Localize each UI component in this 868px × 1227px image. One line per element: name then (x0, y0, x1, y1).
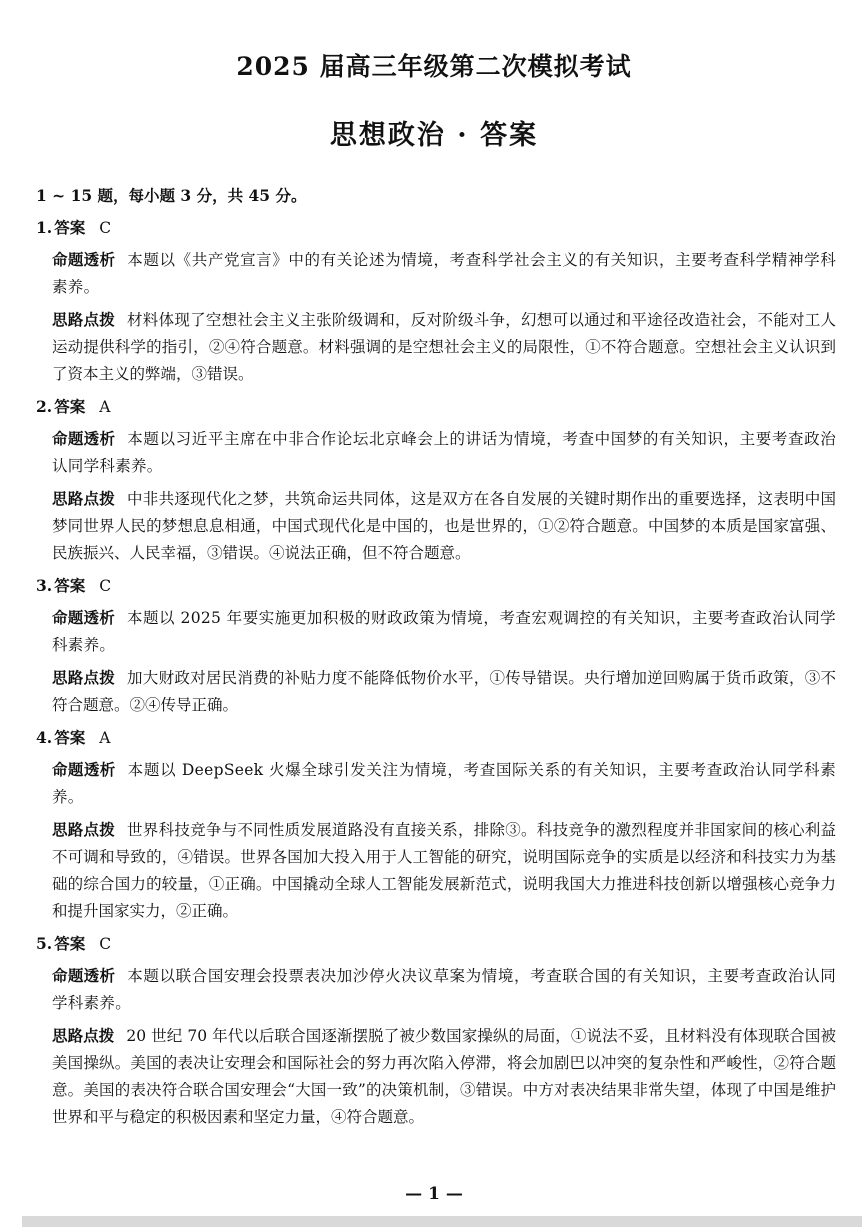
analysis-paragraph (36, 246, 836, 301)
analysis-paragraph (36, 962, 836, 1017)
exam-subtitle: 思想政治 · 答案 (329, 120, 539, 151)
hint-text: 世界科技竞争与不同性质发展道路没有直接关系，排除③。科技竞争的激烈程度并非国家间的核心利益不可调和导致的，④错误。世界各国加大投入用于人工智能的研究，说明国际竞争的实质是以经济和科技实力为基础的综合国力的较量，①正确。中国撬动全球人工智能发展新范式，说明我国大力推进科技创新以增强核心竞争力和提升国家实力，②正确。 (52, 821, 836, 920)
analysis-paragraph (36, 604, 836, 659)
answer-line (36, 930, 836, 958)
answer-label: 答案 (54, 397, 86, 416)
answer-line (36, 214, 836, 242)
hint-paragraph (36, 306, 836, 388)
analysis-text: 本题以习近平主席在中非合作论坛北京峰会上的讲话为情境，考查中国梦的有关知识，主要考查政治认同学科素养。 (52, 430, 836, 475)
question-number: 1. (36, 218, 53, 237)
question-number: 5. (36, 934, 53, 953)
answer-label: 答案 (54, 576, 86, 595)
question-number: 3. (36, 576, 53, 595)
analysis-label: 命题透析 (52, 608, 115, 627)
hint-text: 材料体现了空想社会主义主张阶级调和，反对阶级斗争，幻想可以通过和平途径改造社会，不能对工人运动提供科学的指引，②④符合题意。材料强调的是空想社会主义的局限性，①不符合题意。空想社会主义认识到了资本主义的弊端，③错误。 (52, 311, 836, 383)
answer-line (36, 393, 836, 421)
analysis-paragraph (36, 425, 836, 480)
analysis-label: 命题透析 (52, 250, 116, 269)
analysis-text: 本题以联合国安理会投票表决加沙停火决议草案为情境，考查联合国的有关知识，主要考查政治认同学科素养。 (52, 967, 836, 1012)
scan-edge-divider (22, 1216, 862, 1227)
analysis-label: 命题透析 (52, 429, 116, 448)
analysis-text: 本题以《共产党宣言》中的有关论述为情境，考查科学社会主义的有关知识，主要考查科学精神学科素养。 (52, 251, 836, 296)
answer-label: 答案 (54, 728, 86, 747)
hint-text: 中非共逐现代化之梦，共筑命运共同体，这是双方在各自发展的关键时期作出的重要选择，这表明中国梦同世界人民的梦想息息相通，中国式现代化是中国的，也是世界的，①②符合题意。中国梦的本质是国家富强、民族振兴、人民幸福，③错误。④说法正确，但不符合题意。 (52, 490, 836, 562)
analysis-text: 本题以 DeepSeek 火爆全球引发关注为情境，考查国际关系的有关知识，主要考查政治认同学科素养。 (52, 761, 836, 806)
question-number: 2. (36, 397, 53, 416)
answer-content (36, 182, 836, 1136)
answer-label: 答案 (54, 934, 86, 953)
section-intro: 1 ~ 15 题，每小题 3 分，共 45 分。 (36, 186, 307, 205)
answer-line (36, 724, 836, 752)
hint-text: 20 世纪 70 年代以后联合国逐渐摆脱了被少数国家操纵的局面，①说法不妥，且材料没有体现联合国被美国操纵。美国的表决让安理会和国际社会的努力再次陷入停滞，将会加剧巴以冲突的复杂性和严峻性，②符合题意。美国的表决符合联合国安理会“大国一致”的决策机制，③错误。中方对表决结果非常失望，体现了中国是维护世界和平与稳定的积极因素和坚定力量，④符合题意。 (52, 1027, 836, 1126)
hint-label: 思路点拨 (52, 820, 116, 839)
hint-label: 思路点拨 (52, 1026, 115, 1045)
hint-paragraph (36, 485, 836, 567)
answer-value: C (99, 219, 112, 237)
hint-paragraph (36, 816, 836, 925)
answer-value: C (99, 577, 112, 595)
hint-label: 思路点拨 (52, 489, 116, 508)
question-5 (36, 930, 836, 1131)
question-number: 4. (36, 728, 53, 747)
answer-line (36, 572, 836, 600)
question-1 (36, 214, 836, 388)
answer-label: 答案 (54, 218, 86, 237)
hint-label: 思路点拨 (52, 310, 116, 329)
analysis-paragraph (36, 756, 836, 811)
hint-paragraph (36, 1022, 836, 1131)
analysis-label: 命题透析 (52, 966, 116, 985)
exam-title: 2025 届高三年级第二次模拟考试 (236, 52, 632, 81)
question-4 (36, 724, 836, 925)
question-3 (36, 572, 836, 719)
analysis-text: 本题以 2025 年要实施更加积极的财政政策为情境，考查宏观调控的有关知识，主要考查政治认同学科素养。 (52, 609, 836, 654)
hint-label: 思路点拨 (52, 668, 116, 687)
answer-value: C (99, 935, 112, 953)
answer-value: A (99, 398, 111, 416)
hint-text: 加大财政对居民消费的补贴力度不能降低物价水平，①传导错误。央行增加逆回购属于货币政策，③不符合题意。②④传导正确。 (52, 669, 836, 714)
analysis-label: 命题透析 (52, 760, 116, 779)
answer-value: A (99, 729, 111, 747)
question-2 (36, 393, 836, 567)
page-number: — 1 — (405, 1184, 463, 1204)
hint-paragraph (36, 664, 836, 719)
